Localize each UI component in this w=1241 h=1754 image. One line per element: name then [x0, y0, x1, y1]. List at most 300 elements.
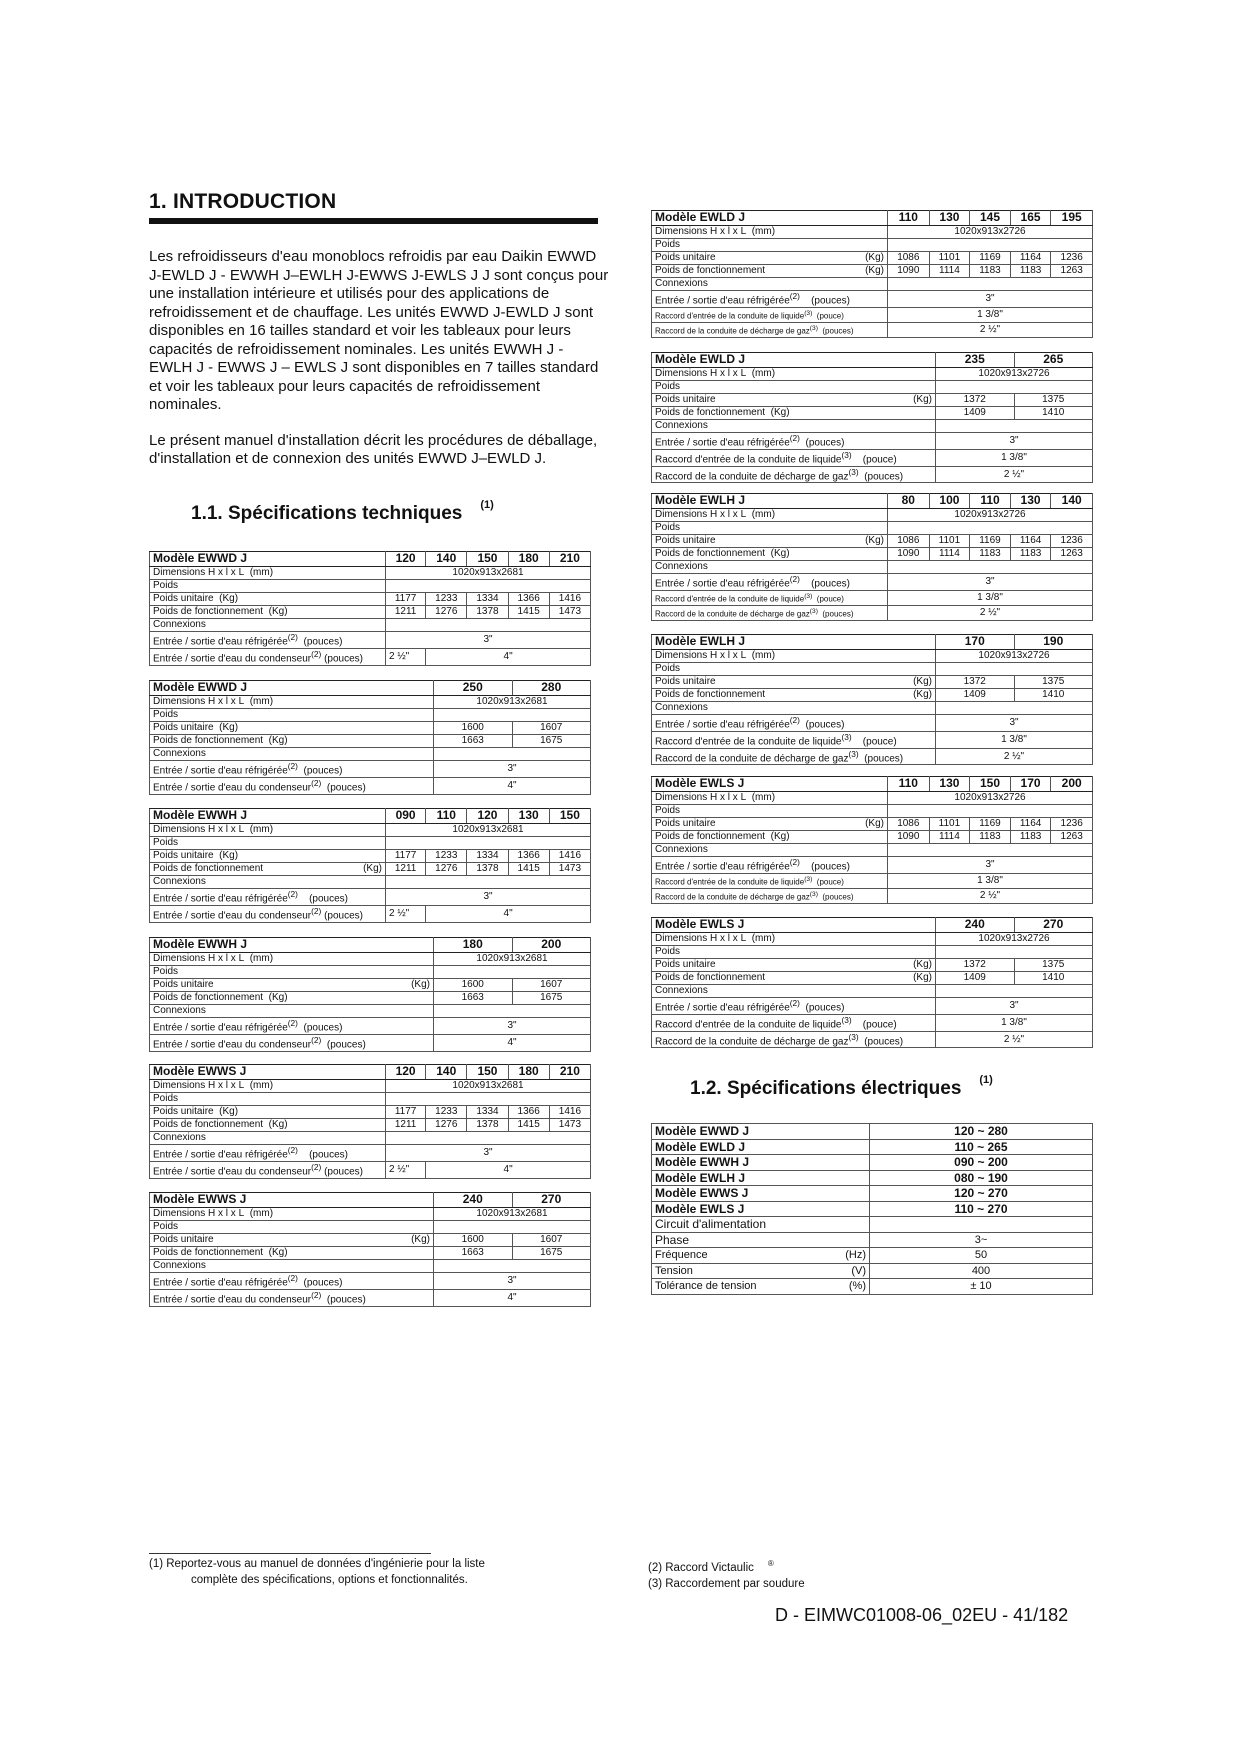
cell: 1607	[512, 1234, 591, 1247]
footnote-rule	[149, 1553, 431, 1554]
cell	[434, 1260, 591, 1273]
cell: 1090	[888, 548, 930, 561]
table-row	[150, 619, 591, 632]
cell: 1211	[386, 1119, 426, 1132]
table-row	[652, 1217, 1093, 1233]
row-label: Dimensions H x l x L (mm)	[150, 1208, 434, 1221]
table-row	[652, 265, 1093, 278]
row-label: Dimensions H x l x L (mm)	[652, 792, 888, 805]
table-row	[652, 561, 1093, 574]
cell: 3"	[888, 574, 1093, 591]
table-row	[652, 676, 1093, 689]
cell	[936, 702, 1093, 715]
table-row	[652, 590, 1093, 605]
cell: 1177	[386, 593, 426, 606]
cell: 2 ½"	[936, 1031, 1093, 1048]
cell: 1600	[434, 722, 513, 735]
cell: 1086	[888, 818, 930, 831]
table-row	[652, 1263, 1093, 1279]
cell	[936, 663, 1093, 676]
size: 120	[386, 1065, 426, 1080]
table-row	[652, 509, 1093, 522]
table-header-row	[652, 918, 1093, 933]
spec-table-ewwh-2	[149, 937, 591, 1052]
row-label: Poids	[150, 709, 434, 722]
row-label: Dimensions H x l x L (mm)	[652, 650, 936, 663]
cell: 3"	[936, 998, 1093, 1015]
model-range: 120 ~ 270	[870, 1186, 1093, 1202]
cell: 1409	[936, 972, 1015, 985]
cell: 2 ½"	[936, 466, 1093, 483]
row-label: Poids unitaire (Kg)	[150, 1234, 434, 1247]
table-row	[150, 1161, 591, 1178]
size: 265	[1014, 353, 1093, 368]
table-row	[652, 933, 1093, 946]
size: 110	[888, 211, 930, 226]
table-row	[150, 1034, 591, 1051]
size: 190	[1014, 635, 1093, 650]
row-label: Connexions	[150, 876, 386, 889]
size: 240	[936, 918, 1015, 933]
table-row	[150, 777, 591, 794]
cell: 400	[870, 1263, 1093, 1279]
cell: 1086	[888, 252, 930, 265]
table-row	[652, 959, 1093, 972]
cell: 1233	[426, 850, 467, 863]
cell: 50	[870, 1248, 1093, 1264]
row-label: Connexions	[150, 1132, 386, 1145]
cell: 1375	[1014, 959, 1093, 972]
table-header-row	[652, 353, 1093, 368]
row-label: Raccord de la conduite de décharge de gaz$^{(3)}$ (pouces)	[652, 605, 888, 620]
model-name: Modèle EWWS J	[150, 1065, 386, 1080]
size: 180	[434, 938, 513, 953]
cell: 1164	[1010, 535, 1051, 548]
cell	[936, 381, 1093, 394]
table-row	[652, 1170, 1093, 1186]
cell: 1473	[549, 1119, 590, 1132]
footnote-ref: (1)	[480, 499, 494, 511]
cell: 2 ½"	[386, 648, 426, 665]
cell: 1164	[1010, 818, 1051, 831]
table-row	[150, 648, 591, 665]
cell: 1183	[1010, 548, 1051, 561]
size: 250	[434, 681, 513, 696]
table-row	[150, 1093, 591, 1106]
table-row	[150, 824, 591, 837]
row-label: Entrée / sortie d'eau réfrigérée$^{(2)}$ (pouces)	[652, 433, 936, 450]
cell: 1409	[936, 689, 1015, 702]
size: 180	[508, 1065, 549, 1080]
cell	[386, 580, 591, 593]
table-row	[652, 792, 1093, 805]
row-label: Dimensions H x l x L (mm)	[652, 933, 936, 946]
cell: 1 3/8"	[888, 307, 1093, 322]
table-row	[652, 420, 1093, 433]
cell: 1276	[426, 1119, 467, 1132]
table-row	[150, 1208, 591, 1221]
row-label: Poids	[150, 1093, 386, 1106]
cell: 1375	[1014, 394, 1093, 407]
row-label: Raccord d'entrée de la conduite de liquide$^{(3)}$ (pouce)	[652, 449, 936, 466]
table-header-row	[150, 1065, 591, 1080]
cell: 4"	[426, 1161, 591, 1178]
cell: 3"	[888, 291, 1093, 308]
table-row	[150, 1119, 591, 1132]
row-label: Poids unitaire (Kg)	[150, 593, 386, 606]
cell: 3"	[386, 889, 591, 906]
size: 150	[467, 1065, 508, 1080]
table-row	[150, 722, 591, 735]
cell: 3~	[870, 1232, 1093, 1248]
table-row	[150, 632, 591, 649]
intro-paragraph-2: Le présent manuel d'installation décrit les procédures de déballage, d'installation et de connexion des unités EWWD J–EWLD J.	[149, 431, 598, 467]
table-row	[150, 1234, 591, 1247]
table-row	[652, 239, 1093, 252]
row-label: Poids	[150, 580, 386, 593]
size: 120	[386, 552, 426, 567]
cell: 1378	[467, 1119, 508, 1132]
cell: 1211	[386, 863, 426, 876]
row-label: Connexions	[652, 420, 936, 433]
table-header-row	[150, 552, 591, 567]
cell: 1020x913x2681	[386, 1080, 591, 1093]
cell: 1415	[508, 606, 549, 619]
row-label: Connexions	[150, 1260, 434, 1273]
cell: 1600	[434, 1234, 513, 1247]
cell: 2 ½"	[386, 905, 426, 922]
title-rule	[149, 218, 598, 224]
row-label: Connexions	[652, 985, 936, 998]
table-row	[150, 1106, 591, 1119]
table-row	[652, 1155, 1093, 1171]
size: 210	[549, 552, 590, 567]
table-header-row	[150, 681, 591, 696]
model-range: 110 ~ 270	[870, 1201, 1093, 1217]
size: 140	[426, 1065, 467, 1080]
table-row	[652, 831, 1093, 844]
row-label: Raccord d'entrée de la conduite de liquide$^{(3)}$ (pouce)	[652, 873, 888, 888]
cell: 3"	[936, 433, 1093, 450]
cell: 2 ½"	[888, 605, 1093, 620]
cell: 1020x913x2681	[386, 567, 591, 580]
table-row	[652, 605, 1093, 620]
row-label: Entrée / sortie d'eau réfrigérée$^{(2)}$ (pouces)	[652, 291, 888, 308]
table-row	[150, 850, 591, 863]
cell	[888, 239, 1093, 252]
cell: 2 ½"	[888, 322, 1093, 337]
row-label: Poids unitaire (Kg)	[150, 850, 386, 863]
model-name: Modèle EWWH J	[150, 809, 386, 824]
size: 235	[936, 353, 1015, 368]
cell: 1164	[1010, 252, 1051, 265]
cell: 1378	[467, 863, 508, 876]
footnote-text: (1) Reportez-vous au manuel de données d'ingénierie pour la liste	[149, 1558, 485, 1570]
registered-mark: ®	[767, 1559, 774, 1568]
cell: 1366	[508, 1106, 549, 1119]
cell: 1236	[1051, 252, 1093, 265]
row-label: Entrée / sortie d'eau réfrigérée$^{(2)}$ (pouces)	[652, 574, 888, 591]
model-name: Modèle EWLH J	[652, 635, 936, 650]
model-name: Modèle EWLD J	[652, 211, 888, 226]
table-row	[652, 873, 1093, 888]
table-row	[150, 1132, 591, 1145]
row-label: Poids	[652, 805, 888, 818]
cell: 1375	[1014, 676, 1093, 689]
row-label: Entrée / sortie d'eau réfrigérée$^{(2)}$ (pouces)	[652, 998, 936, 1015]
cell: 1236	[1051, 818, 1093, 831]
size: 140	[1051, 494, 1093, 509]
row-label: Poids	[652, 381, 936, 394]
table-row	[150, 905, 591, 922]
row-label: Poids de fonctionnement (Kg)	[150, 606, 386, 619]
cell: 2 ½"	[888, 888, 1093, 903]
table-row	[150, 567, 591, 580]
cell: 1473	[549, 606, 590, 619]
row-label: Poids unitaire (Kg)	[652, 818, 888, 831]
size: 200	[1051, 777, 1093, 792]
cell: 1416	[549, 1106, 590, 1119]
cell	[936, 946, 1093, 959]
row-label: Dimensions H x l x L (mm)	[150, 824, 386, 837]
row-label: Poids de fonctionnement (Kg)	[652, 689, 936, 702]
table-row	[652, 449, 1093, 466]
table-header-row	[652, 777, 1093, 792]
cell: 1 3/8"	[936, 1014, 1093, 1031]
model-name: Modèle EWWS J	[150, 1193, 434, 1208]
cell	[888, 561, 1093, 574]
size: 170	[936, 635, 1015, 650]
row-label: Poids unitaire (Kg)	[652, 676, 936, 689]
row-label: Entrée / sortie d'eau réfrigérée$^{(2)}$ (pouces)	[652, 857, 888, 874]
cell	[888, 805, 1093, 818]
cell: 1372	[936, 959, 1015, 972]
row-label: Raccord d'entrée de la conduite de liquide$^{(3)}$ (pouce)	[652, 307, 888, 322]
table-row	[652, 998, 1093, 1015]
row-label: Raccord d'entrée de la conduite de liquide$^{(3)}$ (pouce)	[652, 731, 936, 748]
cell: 1020x913x2726	[888, 226, 1093, 239]
cell: 1114	[929, 548, 970, 561]
page-title: 1. INTRODUCTION	[149, 190, 337, 213]
cell: 1020x913x2681	[434, 696, 591, 709]
row-label: Poids de fonctionnement (Kg)	[652, 831, 888, 844]
table-row	[652, 574, 1093, 591]
spec-table-ewld-2	[651, 352, 1093, 483]
table-row	[652, 535, 1093, 548]
table-row	[652, 322, 1093, 337]
model-name: Modèle EWWD J	[150, 681, 434, 696]
cell: 1169	[970, 818, 1011, 831]
cell	[386, 1132, 591, 1145]
size: 140	[426, 552, 467, 567]
cell: 1020x913x2681	[434, 953, 591, 966]
table-row	[150, 837, 591, 850]
model-name: Modèle EWLS J	[652, 1201, 870, 1217]
row-label: Dimensions H x l x L (mm)	[150, 567, 386, 580]
table-row	[652, 1232, 1093, 1248]
table-row	[150, 992, 591, 1005]
table-row	[150, 1005, 591, 1018]
cell: 1675	[512, 992, 591, 1005]
cell: 3"	[936, 715, 1093, 732]
row-label: Connexions	[150, 1005, 434, 1018]
size: 170	[1010, 777, 1051, 792]
section-heading-electrical	[690, 1074, 993, 1100]
cell: 1263	[1051, 831, 1093, 844]
row-label: Dimensions H x l x L (mm)	[652, 226, 888, 239]
row-label: Connexions	[150, 619, 386, 632]
table-row	[652, 1124, 1093, 1140]
model-name: Modèle EWLH J	[652, 494, 888, 509]
row-label: Poids de fonctionnement (Kg)	[150, 863, 386, 876]
cell: 1020x913x2681	[434, 1208, 591, 1221]
cell: 3"	[386, 1145, 591, 1162]
footnote-text: complète des spécifications, options et fonctionnalités.	[191, 1574, 468, 1586]
row-label: Poids	[652, 522, 888, 535]
cell: 1410	[1014, 972, 1093, 985]
row-label: Connexions	[652, 844, 888, 857]
row-label: Poids	[150, 966, 434, 979]
cell: 1276	[426, 606, 467, 619]
row-label: Poids unitaire (Kg)	[652, 252, 888, 265]
row-label: Raccord de la conduite de décharge de gaz$^{(3)}$ (pouces)	[652, 888, 888, 903]
cell: 1090	[888, 831, 930, 844]
table-row	[150, 735, 591, 748]
cell: 1183	[970, 831, 1011, 844]
row-label: Poids unitaire (Kg)	[652, 959, 936, 972]
table-row	[652, 381, 1093, 394]
row-label: Raccord de la conduite de décharge de gaz$^{(3)}$ (pouces)	[652, 466, 936, 483]
section-title: 1.1. Spécifications techniques	[191, 503, 463, 524]
table-row	[652, 689, 1093, 702]
table-row	[652, 291, 1093, 308]
table-row	[652, 394, 1093, 407]
size: 100	[929, 494, 970, 509]
table-row	[652, 972, 1093, 985]
row-label: Entrée / sortie d'eau du condenseur$^{(2)}$ (pouces)	[150, 1034, 434, 1051]
table-row	[150, 1247, 591, 1260]
cell: 1169	[970, 252, 1011, 265]
row-label: Raccord de la conduite de décharge de gaz$^{(3)}$ (pouces)	[652, 1031, 936, 1048]
cell	[434, 1221, 591, 1234]
table-row	[652, 844, 1093, 857]
cell: 1473	[549, 863, 590, 876]
row-label: Entrée / sortie d'eau réfrigérée$^{(2)}$ (pouces)	[150, 761, 434, 778]
cell: ± 10	[870, 1279, 1093, 1295]
cell: 1101	[929, 252, 970, 265]
row-label: Poids de fonctionnement (Kg)	[652, 265, 888, 278]
table-header-row	[652, 494, 1093, 509]
table-header-row	[150, 809, 591, 824]
footnote-3: (3) Raccordement par soudure	[648, 1577, 805, 1590]
spec-table-ewwd-2	[149, 680, 591, 795]
cell: 1114	[929, 265, 970, 278]
row-label: Entrée / sortie d'eau du condenseur$^{(2)}$ (pouces)	[150, 777, 434, 794]
table-row	[150, 709, 591, 722]
row-label: Connexions	[150, 748, 434, 761]
table-row	[652, 1279, 1093, 1295]
cell: 1177	[386, 1106, 426, 1119]
section-heading-technical	[191, 499, 494, 525]
cell: 4"	[426, 905, 591, 922]
row-label: Entrée / sortie d'eau du condenseur$^{(2)}$ (pouces)	[150, 1289, 434, 1306]
table-row	[652, 278, 1093, 291]
model-name: Modèle EWWH J	[150, 938, 434, 953]
cell: 1675	[512, 735, 591, 748]
table-row	[652, 307, 1093, 322]
table-row	[652, 368, 1093, 381]
row-label: Poids	[150, 1221, 434, 1234]
intro-paragraph-1: Les refroidisseurs d'eau monoblocs refroidis par eau Daikin EWWD J-EWLD J - EWWH J–EWLH J-EWWS J-EWLS J J sont conçus pour une installation intérieure et utilisés pour des applications de refroidissement et de chauffage. Les unités EWWD J-EWLD J sont disponibles en 16 tailles standard et voir les tableaux pour leurs capacités de refroidissement nominales. Les unités EWWH J - EWLH J - EWWS J – EWLS J sont disponibles en 7 tailles standard et voir les tableaux pour leurs capacités de refroidissement nominales.	[149, 248, 609, 413]
table-row	[150, 966, 591, 979]
cell: 1177	[386, 850, 426, 863]
cell: 1020x913x2726	[936, 368, 1093, 381]
row-label: Poids unitaire (Kg)	[150, 722, 434, 735]
cell	[386, 619, 591, 632]
size: 240	[434, 1193, 513, 1208]
cell	[888, 844, 1093, 857]
table-row	[652, 888, 1093, 903]
cell: 3"	[434, 1018, 591, 1035]
spec-table-ewwh-1	[149, 808, 591, 923]
cell: 1233	[426, 1106, 467, 1119]
footnote-2: (2) Raccord Victaulic ®	[648, 1559, 774, 1574]
size: 130	[508, 809, 549, 824]
table-row	[652, 663, 1093, 676]
cell: 1415	[508, 1119, 549, 1132]
table-row	[652, 548, 1093, 561]
table-row	[150, 953, 591, 966]
cell: 1020x913x2726	[936, 933, 1093, 946]
cell: 1276	[426, 863, 467, 876]
table-row	[150, 696, 591, 709]
table-row	[652, 731, 1093, 748]
row-label: Dimensions H x l x L (mm)	[150, 953, 434, 966]
table-row	[652, 1248, 1093, 1264]
cell: 3"	[434, 761, 591, 778]
row-label: Entrée / sortie d'eau réfrigérée$^{(2)}$ (pouces)	[150, 1018, 434, 1035]
cell: 1409	[936, 407, 1015, 420]
size: 130	[929, 211, 970, 226]
table-header-row	[150, 1193, 591, 1208]
model-range: 120 ~ 280	[870, 1124, 1093, 1140]
row-label: Raccord d'entrée de la conduite de liquide$^{(3)}$ (pouce)	[652, 590, 888, 605]
cell	[870, 1217, 1093, 1233]
cell	[386, 876, 591, 889]
cell	[434, 1005, 591, 1018]
table-header-row	[652, 211, 1093, 226]
row-label: Circuit d'alimentation	[652, 1217, 870, 1233]
cell: 4"	[426, 648, 591, 665]
cell: 1600	[434, 979, 513, 992]
table-row	[150, 1289, 591, 1306]
cell: 1090	[888, 265, 930, 278]
footnote-1	[149, 1556, 485, 1588]
cell: 4"	[434, 777, 591, 794]
table-row	[652, 818, 1093, 831]
row-label: Tolérance de tension (%)	[652, 1279, 870, 1295]
cell: 4"	[434, 1289, 591, 1306]
size: 130	[929, 777, 970, 792]
table-row	[652, 715, 1093, 732]
cell: 3"	[888, 857, 1093, 874]
size: 110	[970, 494, 1011, 509]
spec-table-ewls-1	[651, 776, 1093, 904]
spec-table-ewlh-2	[651, 634, 1093, 765]
table-row	[652, 1031, 1093, 1048]
row-label: Entrée / sortie d'eau réfrigérée$^{(2)}$ (pouces)	[150, 889, 386, 906]
model-name: Modèle EWWD J	[652, 1124, 870, 1140]
